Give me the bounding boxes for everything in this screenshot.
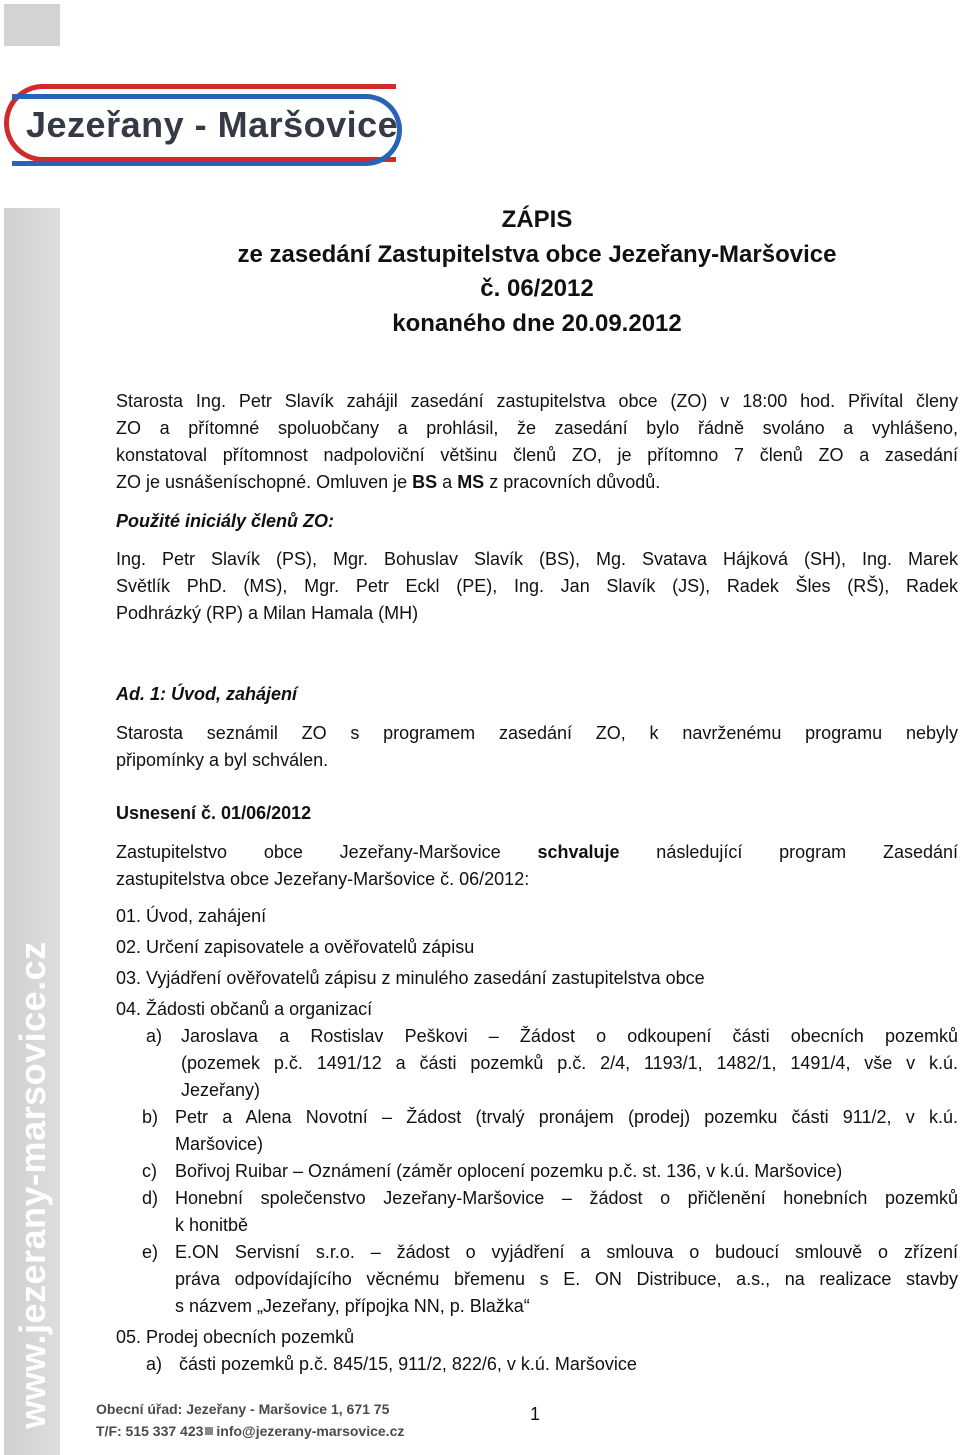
subitem-line: Honební společenstvo Jezeřany-Maršovice – žádost o přičlenění honebních pozemků (175, 1188, 958, 1208)
subitem-text (175, 1185, 958, 1239)
subitem-letter: e) (142, 1242, 159, 1262)
program-item-03: 03. Vyjádření ověřovatelů zápisu z minulého zasedání zastupitelstva obce (116, 968, 705, 988)
intro-text: a (437, 472, 458, 492)
initials-paragraph (116, 546, 958, 627)
intro-line: ZO a přítomné spoluobčany a prohlásil, že zasedání bylo řádně svoláno a vyhlášeno, (116, 418, 958, 438)
intro-text: ZO je usnášeníschopné. Omluven je (116, 472, 413, 492)
footer-email: info@jezerany-marsovice.cz (216, 1423, 405, 1439)
title-line-1: ZÁPIS (501, 206, 573, 233)
ad1-line: připomínky a byl schválen. (116, 750, 329, 770)
subitem-letter: c) (142, 1161, 157, 1181)
program-subitem-e (142, 1239, 958, 1320)
intro-line-last (116, 469, 958, 496)
resolution-text: Zastupitelstvo obce Jezeřany-Maršovice (116, 842, 538, 862)
footer-contact (96, 1398, 404, 1442)
page-number: 1 (530, 1404, 541, 1424)
program-item-01: 01. Úvod, zahájení (116, 906, 267, 926)
ad1-heading-text: Ad. 1: Úvod, zahájení (116, 684, 298, 704)
subitem-text (181, 1023, 958, 1104)
subitem-line: Maršovice) (175, 1134, 264, 1154)
program-item-02: 02. Určení zapisovatele a ověřovatelů zápisu (116, 937, 475, 957)
municipality-logo (4, 84, 402, 168)
ad1-heading (116, 684, 297, 705)
program-item-05: 05. Prodej obecních pozemků (116, 1327, 355, 1347)
program-subitem-a (146, 1023, 958, 1104)
program-item-04: 04. Žádosti občanů a organizací (116, 999, 373, 1019)
subitem-letter: d) (142, 1188, 159, 1208)
subitem-letter: a) (146, 1354, 163, 1374)
ad1-paragraph (116, 720, 958, 774)
footer-phone-email (96, 1420, 404, 1442)
subitem-line: E.ON Servisní s.r.o. – žádost o vyjádření a smlouva o budoucí smlouvě o zřízení (175, 1242, 958, 1262)
resolution-heading: Usnesení č. 01/06/2012 (116, 803, 312, 823)
initial-bs: BS (412, 472, 438, 492)
title-line-2: ze zasedání Zastupitelstva obce Jezeřany-Maršovice (237, 240, 837, 268)
initials-line: Ing. Petr Slavík (PS), Mgr. Bohuslav Slavík (BS), Mg. Svatava Hájková (SH), Ing. Marek (116, 549, 958, 569)
bullet-square-icon (205, 1427, 213, 1435)
footer-address: Obecní úřad: Jezeřany - Maršovice 1, 671 75 (96, 1401, 390, 1417)
initials-heading: Použité iniciály členů ZO: (116, 511, 335, 531)
subitem-text (175, 1158, 958, 1185)
subitem-line: Jezeřany) (181, 1080, 261, 1100)
subitem-line: (pozemek p.č. 1491/12 a části pozemků p.č. 2/4, 1193/1, 1482/1, 1491/4, vše v k.ú. (181, 1053, 958, 1073)
initials-line: Podhrázký (RP) a Milan Hamala (MH) (116, 603, 419, 623)
corner-gray-block (4, 4, 60, 46)
logo-text: Jezeřany - Maršovice (26, 104, 399, 145)
footer-phone: T/F: 515 337 423 (96, 1423, 204, 1439)
resolution-line (116, 839, 958, 866)
ad1-line: Starosta seznámil ZO s programem zasedání ZO, k navrženému programu nebyly (116, 723, 958, 743)
program-subitem-d (142, 1185, 958, 1239)
subitem-text (175, 1104, 958, 1158)
subitem-text (179, 1351, 958, 1378)
subitem-text (175, 1239, 958, 1320)
resolution-paragraph (116, 839, 958, 893)
subitem-line: práva odpovídajícího věcnému břemenu s E. ON Distribuce, a.s., na realizace stavby (175, 1269, 958, 1289)
document-title (116, 203, 958, 341)
intro-paragraph (116, 388, 958, 496)
resolution-line: zastupitelstva obce Jezeřany-Maršovice č. 06/2012: (116, 869, 530, 889)
program-subitem-5a (146, 1351, 958, 1378)
subitem-line: Jaroslava a Rostislav Peškovi – Žádost o odkoupení části obecních pozemků (181, 1026, 958, 1046)
resolution-text: následující program Zasedání (619, 842, 958, 862)
subitem-letter: b) (142, 1107, 159, 1127)
subitem-letter: a) (146, 1026, 163, 1046)
subitem-line: Petr a Alena Novotní – Žádost (trvalý pronájem (prodej) pozemku části 911/2, v k.ú. (175, 1107, 958, 1127)
title-line-3: č. 06/2012 (480, 275, 594, 302)
side-website-text: www.jezerany-marsovice.cz (12, 941, 53, 1429)
subitem-line: k honitbě (175, 1215, 249, 1235)
intro-line: Starosta Ing. Petr Slavík zahájil zasedání zastupitelstva obce (ZO) v 18:00 hod. Přivítal členy (116, 391, 958, 411)
initial-ms: MS (457, 472, 485, 492)
subitem-line: části pozemků p.č. 845/15, 911/2, 822/6, v k.ú. Maršovice (179, 1354, 637, 1374)
initials-line: Světlík PhD. (MS), Mgr. Petr Eckl (PE), Ing. Jan Slavík (JS), Radek Šles (RŠ), Radek (116, 576, 958, 596)
intro-line: konstatoval přítomnost nadpoloviční většinu členů ZO, je přítomno 7 členů ZO a zasedání (116, 445, 958, 465)
intro-text: z pracovních důvodů. (484, 472, 661, 492)
resolution-approves: schvaluje (537, 842, 620, 862)
subitem-line: Bořivoj Ruibar – Oznámení (záměr oplocení pozemku p.č. st. 136, v k.ú. Maršovice) (175, 1161, 843, 1181)
program-subitem-b (142, 1104, 958, 1158)
subitem-line: s názvem „Jezeřany, přípojka NN, p. Blažka“ (175, 1296, 530, 1316)
title-line-4: konaného dne 20.09.2012 (392, 309, 682, 337)
program-subitem-c (142, 1158, 958, 1185)
